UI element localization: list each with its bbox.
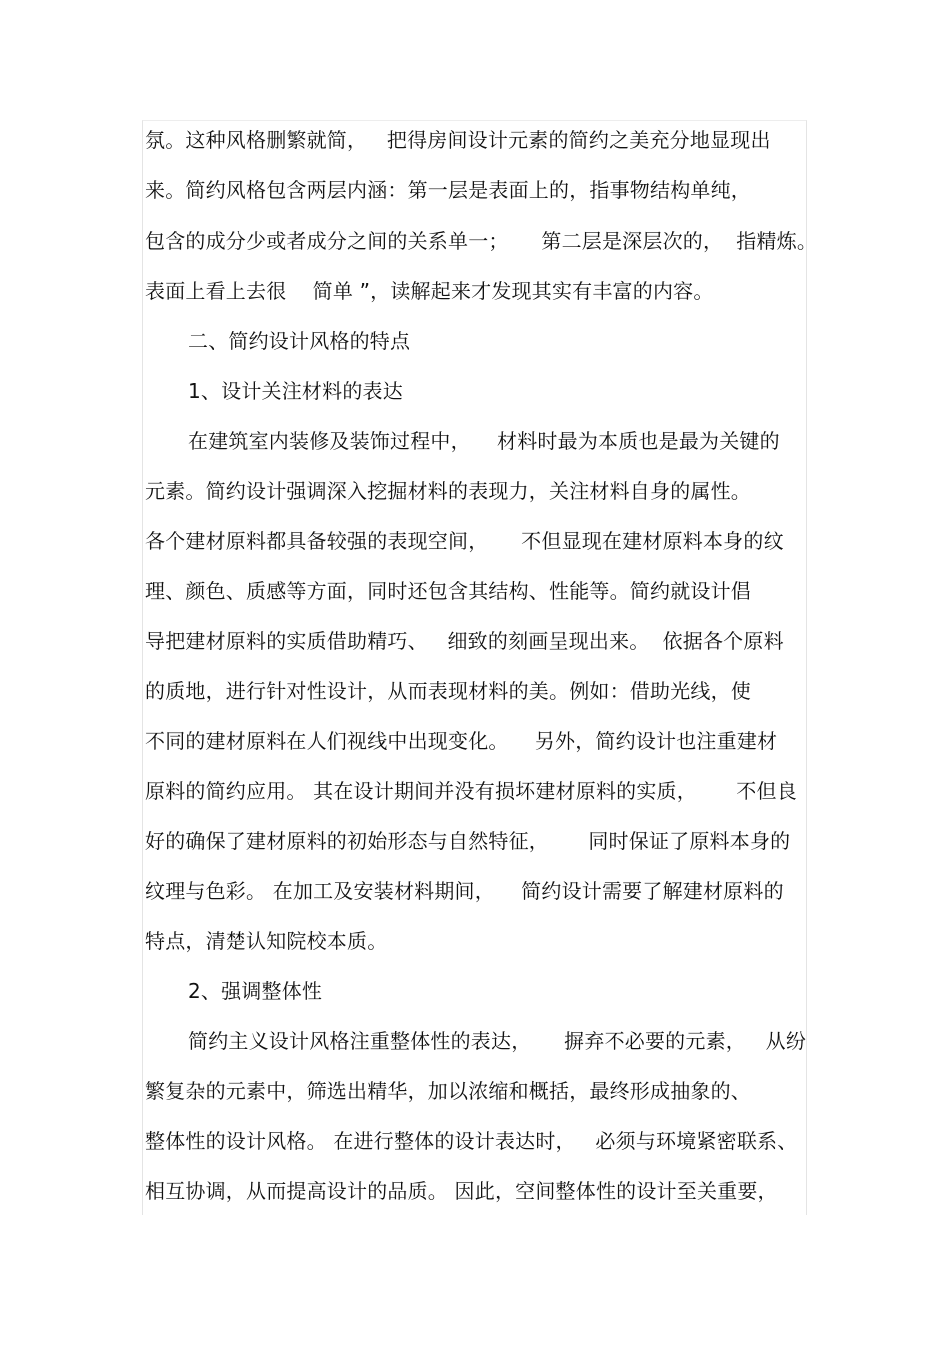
text-line: 来。简约风格包含两层内涵：第一层是表面上的，指事物结构单纯， xyxy=(145,178,751,202)
text-line: 好的确保了建材原料的初始形态与自然特征， 同时保证了原料本身的 xyxy=(145,829,791,853)
section-heading: 二、简约设计风格的特点 xyxy=(188,329,411,353)
subsection-heading: 1、设计关注材料的表达 xyxy=(188,379,403,403)
text-line: 的质地，进行针对性设计，从而表现材料的美。例如：借助光线，使 xyxy=(145,679,751,703)
text-line: 简约主义设计风格注重整体性的表达， 摒弃不必要的元素， 从纷 xyxy=(188,1029,807,1053)
text-line: 包含的成分少或者成分之间的关系单一； 第二层是深层次的， 指精炼。 xyxy=(145,229,818,253)
text-line: 原料的简约应用。 其在设计期间并没有损坏建材原料的实质， 不但良 xyxy=(145,779,797,803)
text-line: 整体性的设计风格。 在进行整体的设计表达时， 必须与环境紧密联系、 xyxy=(145,1129,798,1153)
text-line: 理、颜色、质感等方面，同时还包含其结构、性能等。简约就设计倡 xyxy=(145,579,751,603)
text-line: 各个建材原料都具备较强的表现空间， 不但显现在建材原料本身的纹 xyxy=(145,529,784,553)
text-line: 在建筑室内装修及装饰过程中， 材料时最为本质也是最为关键的 xyxy=(188,429,780,453)
text-line: 元素。简约设计强调深入挖掘材料的表现力，关注材料自身的属性。 xyxy=(145,479,751,503)
text-line: 繁复杂的元素中，筛选出精华，加以浓缩和概括，最终形成抽象的、 xyxy=(145,1079,751,1103)
text-line: 导把建材原料的实质借助精巧、 细致的刻画呈现出来。 依据各个原料 xyxy=(145,629,784,653)
subsection-heading: 2、强调整体性 xyxy=(188,979,323,1003)
text-line: 纹理与色彩。 在加工及安装材料期间， 简约设计需要了解建材原料的 xyxy=(145,879,784,903)
text-line: 特点，清楚认知院校本质。 xyxy=(145,929,388,953)
text-line: 表面上看上去很 简单 ”，读解起来才发现其实有丰富的内容。 xyxy=(145,279,714,303)
text-line: 不同的建材原料在人们视线中出现变化。 另外，简约设计也注重建材 xyxy=(145,729,778,753)
text-line: 相互协调，从而提高设计的品质。 因此，空间整体性的设计至关重要， xyxy=(145,1179,778,1203)
text-line: 氛。这种风格删繁就简， 把得房间设计元素的简约之美充分地显现出 xyxy=(145,128,771,152)
